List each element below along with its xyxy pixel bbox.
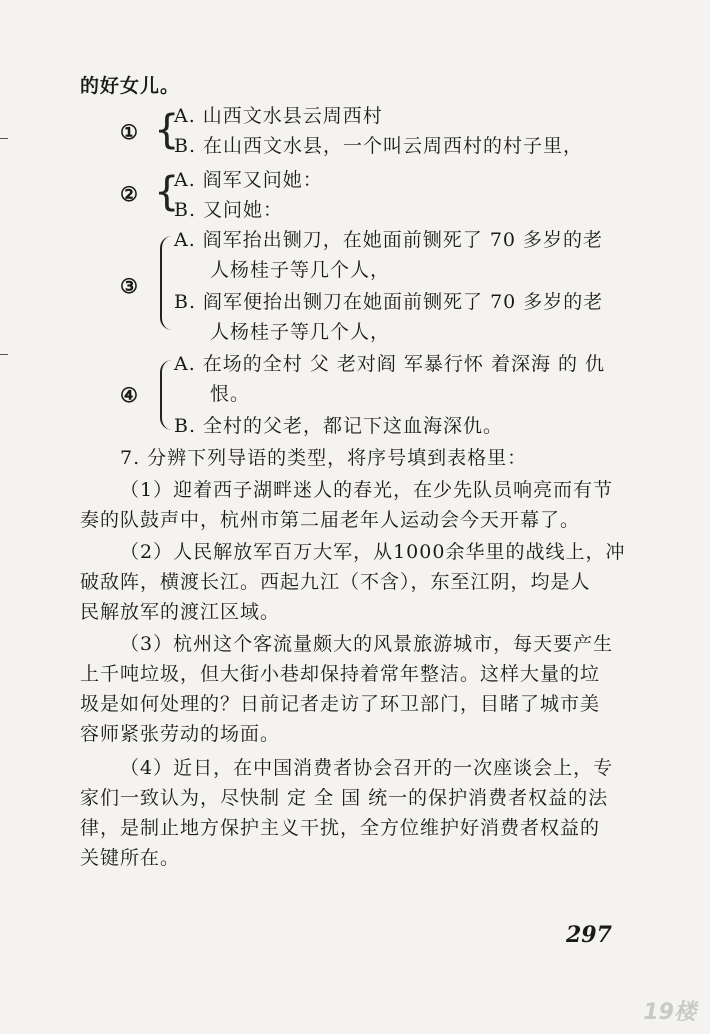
watermark-logo: 19楼 — [643, 1000, 696, 1025]
lead-1-line1: （1）迎着西子湖畔迷人的春光，在少先队员响亮而有节 — [120, 479, 614, 501]
option-2b: B. 又问她： — [174, 199, 284, 221]
lead-3-line3: 圾是如何处理的？日前记者走访了环卫部门，目睹了城市美 — [80, 693, 601, 715]
option-3a-line2: 人杨桂子等几个人， — [210, 259, 391, 281]
lead-3-line4: 容师紧张劳动的场面。 — [80, 723, 281, 745]
option-3a-line1: A. 阎军抬出铡刀，在她面前铡死了 70 多岁的老 — [174, 229, 604, 251]
lead-1-line2: 奏的队鼓声中，杭州市第二届老年人运动会今天开幕了。 — [80, 509, 581, 531]
lead-2-line3: 民解放军的渡江区域。 — [80, 601, 281, 623]
option-4a-line1: A. 在场的全村 父 老对阎 军暴行怀 着深海 的 仇 — [174, 353, 606, 375]
option-1b: B. 在山西文水县，一个叫云周西村的村子里， — [174, 135, 584, 157]
intro-line: 的好女儿。 — [80, 75, 181, 97]
brace-1: { — [154, 107, 180, 153]
lead-4-line1: （4）近日，在中国消费者协会召开的一次座谈会上，专 — [120, 757, 614, 779]
marker-1: ① — [120, 120, 138, 144]
marker-2: ② — [120, 182, 138, 206]
brace-2: { — [154, 169, 180, 215]
scan-edge-mark — [0, 138, 8, 139]
lead-4-line3: 律，是制止地方保护主义干扰，全方位维护好消费者权益的 — [80, 817, 601, 839]
option-3b-line2: 人杨桂子等几个人， — [210, 321, 391, 343]
option-3b-line1: B. 阎军便抬出铡刀在她面前铡死了 70 多岁的老 — [174, 291, 604, 313]
brace-4 — [160, 360, 172, 430]
marker-3: ③ — [120, 274, 138, 298]
lead-3-line1: （3）杭州这个客流量颇大的风景旅游城市，每天要产生 — [120, 633, 614, 655]
option-2a: A. 阎军又问她： — [174, 169, 323, 191]
scan-edge-mark — [0, 354, 8, 355]
page-number: 297 — [566, 922, 612, 948]
lead-3-line2: 上千吨垃圾，但大街小巷却保持着常年整洁。这样大量的垃 — [80, 663, 601, 685]
option-4b: B. 全村的父老，都记下这血海深仇。 — [174, 415, 504, 437]
lead-4-line2: 家们一致认为，尽快制 定 全 国 统一的保护消费者权益的法 — [80, 787, 609, 809]
brace-3 — [160, 236, 172, 330]
lead-2-line2: 破敌阵，横渡长江。西起九江（不含），东至江阴，均是人 — [80, 571, 591, 593]
lead-2-line1: （2）人民解放军百万大军，从1000余华里的战线上，冲 — [120, 541, 626, 563]
option-4a-line2: 恨。 — [210, 383, 251, 405]
question-7: 7. 分辨下列导语的类型，将序号填到表格里： — [120, 447, 528, 469]
marker-4: ④ — [120, 383, 138, 407]
lead-4-line4: 关键所在。 — [80, 847, 181, 869]
option-1a: A. 山西文水县云周西村 — [174, 105, 383, 127]
